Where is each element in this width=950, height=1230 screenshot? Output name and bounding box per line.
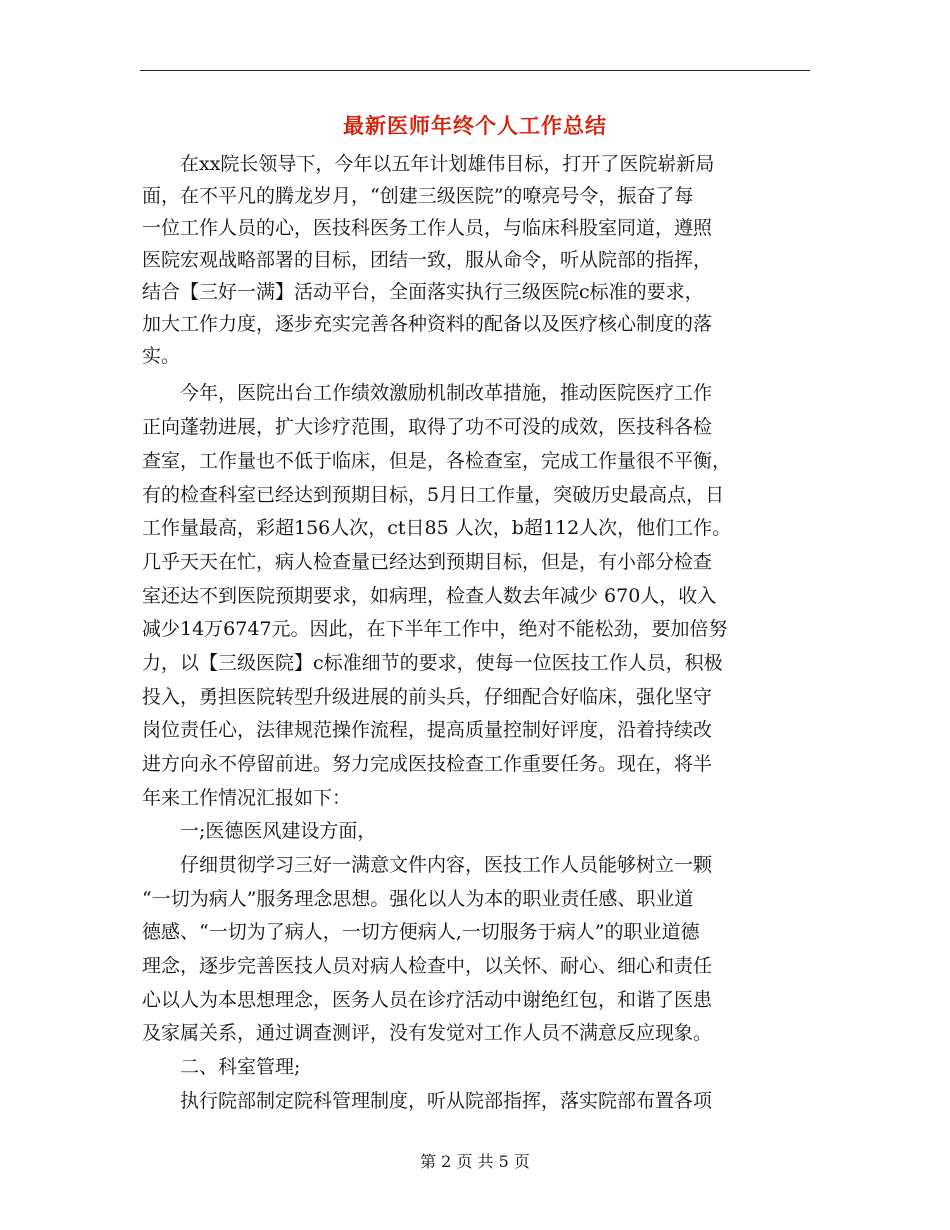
- body-line: 心以人为本思想理念，医务人员在诊疗活动中谢绝红包，和谐了医患: [142, 989, 713, 1011]
- body-line: 今年，医院出台工作绩效激励机制改革措施，推动医院医疗工作: [142, 382, 713, 404]
- body-line: 查室，工作量也不低于临床，但是，各检查室，完成工作量很不平衡，: [142, 450, 732, 472]
- body-line: 室还达不到医院预期要求，如病理，检查人数去年减少 670人，收入: [142, 585, 717, 607]
- body-line: 仔细贯彻学习三好一满意文件内容，医技工作人员能够树立一颗: [142, 854, 713, 876]
- body-line: 执行院部制定院科管理制度，听从院部指挥，落实院部布置各项: [142, 1090, 713, 1112]
- body-line: 有的检查科室已经达到预期目标，5月日工作量，突破历史最高点，日: [142, 484, 725, 506]
- section-heading: 二、科室管理;: [142, 1056, 301, 1078]
- body-line: 正向蓬勃进展，扩大诊疗范围，取得了功不可没的成效，医技科各检: [142, 416, 713, 438]
- body-line: 面，在不平凡的腾龙岁月，“创建三级医院”的嘹亮号令，振奋了每: [142, 185, 694, 207]
- body-line: “一切为病人”服务理念思想。强化以人为本的职业责任感、职业道: [142, 888, 694, 910]
- body-line: 及家属关系，通过调查测评，没有发觉对工作人员不满意反应现象。: [142, 1022, 713, 1044]
- body-line: 结合【三好一满】活动平台，全面落实执行三级医院c标准的要求，: [142, 281, 704, 303]
- body-line: 理念，逐步完善医技人员对病人检查中，以关怀、耐心、细心和责任: [142, 955, 713, 977]
- header-rule: [140, 70, 810, 71]
- body-line: 投入，勇担医院转型升级进展的前头兵，仔细配合好临床，强化坚守: [142, 686, 713, 708]
- body-line: 几乎天天在忙，病人检查量已经达到预期目标，但是，有小部分检查: [142, 551, 713, 573]
- body-line: 在xx院长领导下，今年以五年计划雄伟目标，打开了医院崭新局: [142, 153, 715, 175]
- body-line: 力，以【三级医院】c标准细节的要求，使每一位医技工作人员，积极: [142, 652, 723, 674]
- body-line: 加大工作力度，逐步充实完善各种资料的配备以及医疗核心制度的落: [142, 313, 713, 335]
- body-line: 实。: [142, 345, 181, 367]
- page-number: 第 2 页 共 5 页: [420, 1152, 530, 1171]
- body-line: 医院宏观战略部署的目标，团结一致，服从命令，听从院部的指挥，: [142, 249, 713, 271]
- body-line: 减少14万6747元。因此，在下半年工作中，绝对不能松劲，要加倍努: [142, 618, 728, 640]
- body-line: 岗位责任心，法律规范操作流程，提高质量控制好评度，沿着持续改: [142, 719, 713, 741]
- body-line: 一位工作人员的心，医技科医务工作人员，与临床科股室同道，遵照: [142, 217, 713, 239]
- body-line: 年来工作情况汇报如下：: [142, 787, 352, 809]
- body-line: 德感、“一切为了病人，一切方便病人,一切服务于病人”的职业道德: [142, 921, 700, 943]
- section-heading: 一;医德医风建设方面，: [142, 820, 377, 842]
- document-title: 最新医师年终个人工作总结: [343, 114, 607, 138]
- body-line: 工作量最高，彩超156人次，ct日85 人次，b超112人次，他们工作。: [142, 517, 732, 539]
- body-line: 进方向永不停留前进。努力完成医技检查工作重要任务。现在，将半: [142, 753, 713, 775]
